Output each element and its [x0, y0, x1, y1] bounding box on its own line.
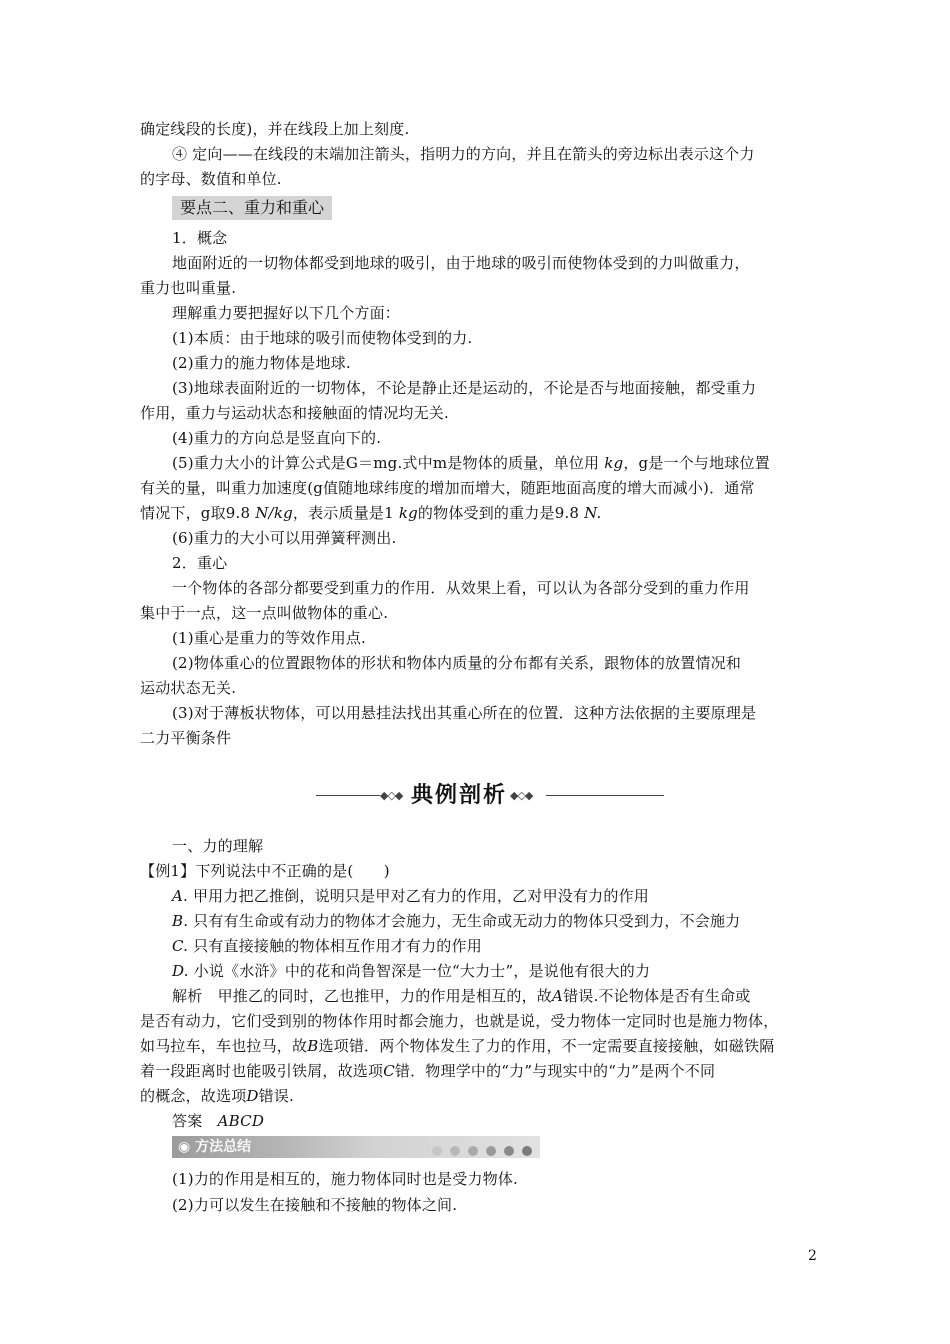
method-summary-bar [172, 1136, 540, 1158]
answer-value: ABCD [217, 1112, 265, 1130]
option-letter: D. [172, 962, 189, 980]
text-line: (2)重力的施力物体是地球. [172, 354, 351, 372]
text-line [140, 502, 820, 524]
method-summary-label: ◉ 方法总结 [178, 1139, 252, 1155]
dot-icon [486, 1146, 496, 1156]
text-line [172, 985, 852, 1007]
option-ref: C [383, 1062, 395, 1080]
text-line: (1)本质：由于地球的吸引而使物体受到的力. [172, 329, 473, 347]
text-line: 1．概念 [172, 229, 228, 247]
text-line: (4)重力的方向总是竖直向下的. [172, 429, 382, 447]
text-run: ，g是一个与地球位置 [623, 454, 770, 472]
banner-title: 典例剖析 [410, 783, 507, 808]
unit-text: kg [398, 504, 418, 522]
option-ref: D [246, 1087, 259, 1105]
text-run: 情况下，g取9.8 [140, 504, 256, 522]
text-line: 有关的量，叫重力加速度(g值随地球纬度的增加而增大，随距地面高度的增大而减小)．通常 [140, 479, 755, 497]
answer-line [172, 1110, 852, 1132]
dot-icon [432, 1146, 442, 1156]
text-line: (2)物体重心的位置跟物体的形状和物体内质量的分布都有关系，跟物体的放置情况和 [172, 654, 742, 672]
banner-rule-left [316, 795, 380, 796]
text-run: 错．物理学中的“力”与现实中的“力”是两个不同 [394, 1062, 716, 1080]
option-c [172, 935, 852, 957]
option-ref: B [307, 1037, 319, 1055]
option-ref: A [552, 987, 564, 1005]
text-line: 重力也叫重量. [140, 279, 237, 297]
option-letter: B. [172, 912, 189, 930]
dot-icon [450, 1146, 460, 1156]
text-run: 着一段距离时也能吸引铁屑，故选项 [140, 1062, 384, 1080]
text-run: 选项错．两个物体发生了力的作用，不一定需要直接接触，如磁铁隔 [318, 1037, 775, 1055]
unit-text: N/kg [255, 504, 293, 522]
text-line: 确定线段的长度)，并在线段上加上刻度. [140, 120, 410, 138]
text-line: (3)地球表面附近的一切物体，不论是静止还是运动的，不论是否与地面接触，都受重力 [172, 379, 757, 397]
text-line: 的字母、数值和单位. [140, 170, 282, 188]
text-line: 运动状态无关. [140, 679, 237, 697]
text-line: 一个物体的各部分都要受到重力的作用．从效果上看，可以认为各部分受到的重力作用 [172, 579, 750, 597]
text-line: (2)力可以发生在接触和不接触的物体之间. [172, 1196, 458, 1214]
text-run: 的物体受到的重力是9.8 [417, 504, 585, 522]
text-line [140, 1035, 820, 1057]
text-run: 的概念，故选项 [140, 1087, 247, 1105]
text-line: 一、力的理解 [172, 837, 264, 855]
text-line: (6)重力的大小可以用弹簧秤测出. [172, 529, 397, 547]
answer-label: 答案 [172, 1112, 218, 1130]
text-run: (5)重力大小的计算公式是G＝mg.式中m是物体的质量，单位用 [172, 454, 605, 472]
text-line: 集中于一点，这一点叫做物体的重心. [140, 604, 389, 622]
dot-icon [504, 1146, 514, 1156]
option-b [172, 910, 852, 932]
option-text: 小说《水浒》中的花和尚鲁智深是一位“大力士”，是说他有很大的力 [188, 962, 651, 980]
option-a [172, 885, 852, 907]
unit-text: kg [604, 454, 624, 472]
text-run: ，表示质量是1 [292, 504, 399, 522]
dot-icon [468, 1146, 478, 1156]
option-text: 只有有生命或有动力的物体才会施力，无生命或无动力的物体只受到力，不会施力 [188, 912, 741, 930]
dot-icon [522, 1146, 532, 1156]
text-line: 是否有动力，它们受到别的物体作用时都会施力，也就是说，受力物体一定同时也是施力物体， [140, 1012, 779, 1030]
option-text: 只有直接接触的物体相互作用才有力的作用 [188, 937, 482, 955]
option-d [172, 960, 852, 982]
text-line: 二力平衡条件 [140, 729, 232, 747]
text-line: 作用，重力与运动状态和接触面的情况均无关. [140, 404, 449, 422]
text-run: 错误. [258, 1087, 295, 1105]
section-heading: 要点二、重力和重心 [172, 196, 332, 220]
section-banner [310, 780, 670, 812]
text-line: (1)重心是重力的等效作用点. [172, 629, 367, 647]
ornament-icon: ◆◇◆ [380, 789, 403, 802]
banner-rule-right [546, 795, 664, 796]
text-line: (1)力的作用是相互的，施力物体同时也是受力物体. [172, 1170, 519, 1188]
text-run: 如马拉车，车也拉马，故 [140, 1037, 308, 1055]
option-letter: C. [172, 937, 189, 955]
unit-text: N. [584, 504, 602, 522]
option-letter: A. [172, 887, 189, 905]
page-number: 2 [808, 1248, 817, 1264]
text-line [140, 1085, 820, 1107]
text-line: ④ 定向——在线段的末端加注箭头，指明力的方向，并且在箭头的旁边标出表示这个力 [172, 145, 755, 163]
decorative-dots [424, 1141, 532, 1160]
ornament-icon: ◆◇◆ [510, 789, 533, 802]
example-heading: 【例1】下列说法中不正确的是( ) [140, 862, 390, 880]
text-line: 2．重心 [172, 554, 228, 572]
text-line [172, 452, 852, 474]
text-line: 地面附近的一切物体都受到地球的吸引，由于地球的吸引而使物体受到的力叫做重力， [172, 254, 750, 272]
option-text: 甲用力把乙推倒，说明只是甲对乙有力的作用，乙对甲没有力的作用 [188, 887, 649, 905]
text-run: 解析 甲推乙的同时，乙也推甲，力的作用是相互的，故 [172, 987, 553, 1005]
text-line: 理解重力要把握好以下几个方面： [172, 304, 401, 322]
text-line: (3)对于薄板状物体，可以用悬挂法找出其重心所在的位置．这种方法依据的主要原理是 [172, 704, 757, 722]
text-run: 错误.不论物体是否有生命或 [563, 987, 751, 1005]
text-line [140, 1060, 820, 1082]
